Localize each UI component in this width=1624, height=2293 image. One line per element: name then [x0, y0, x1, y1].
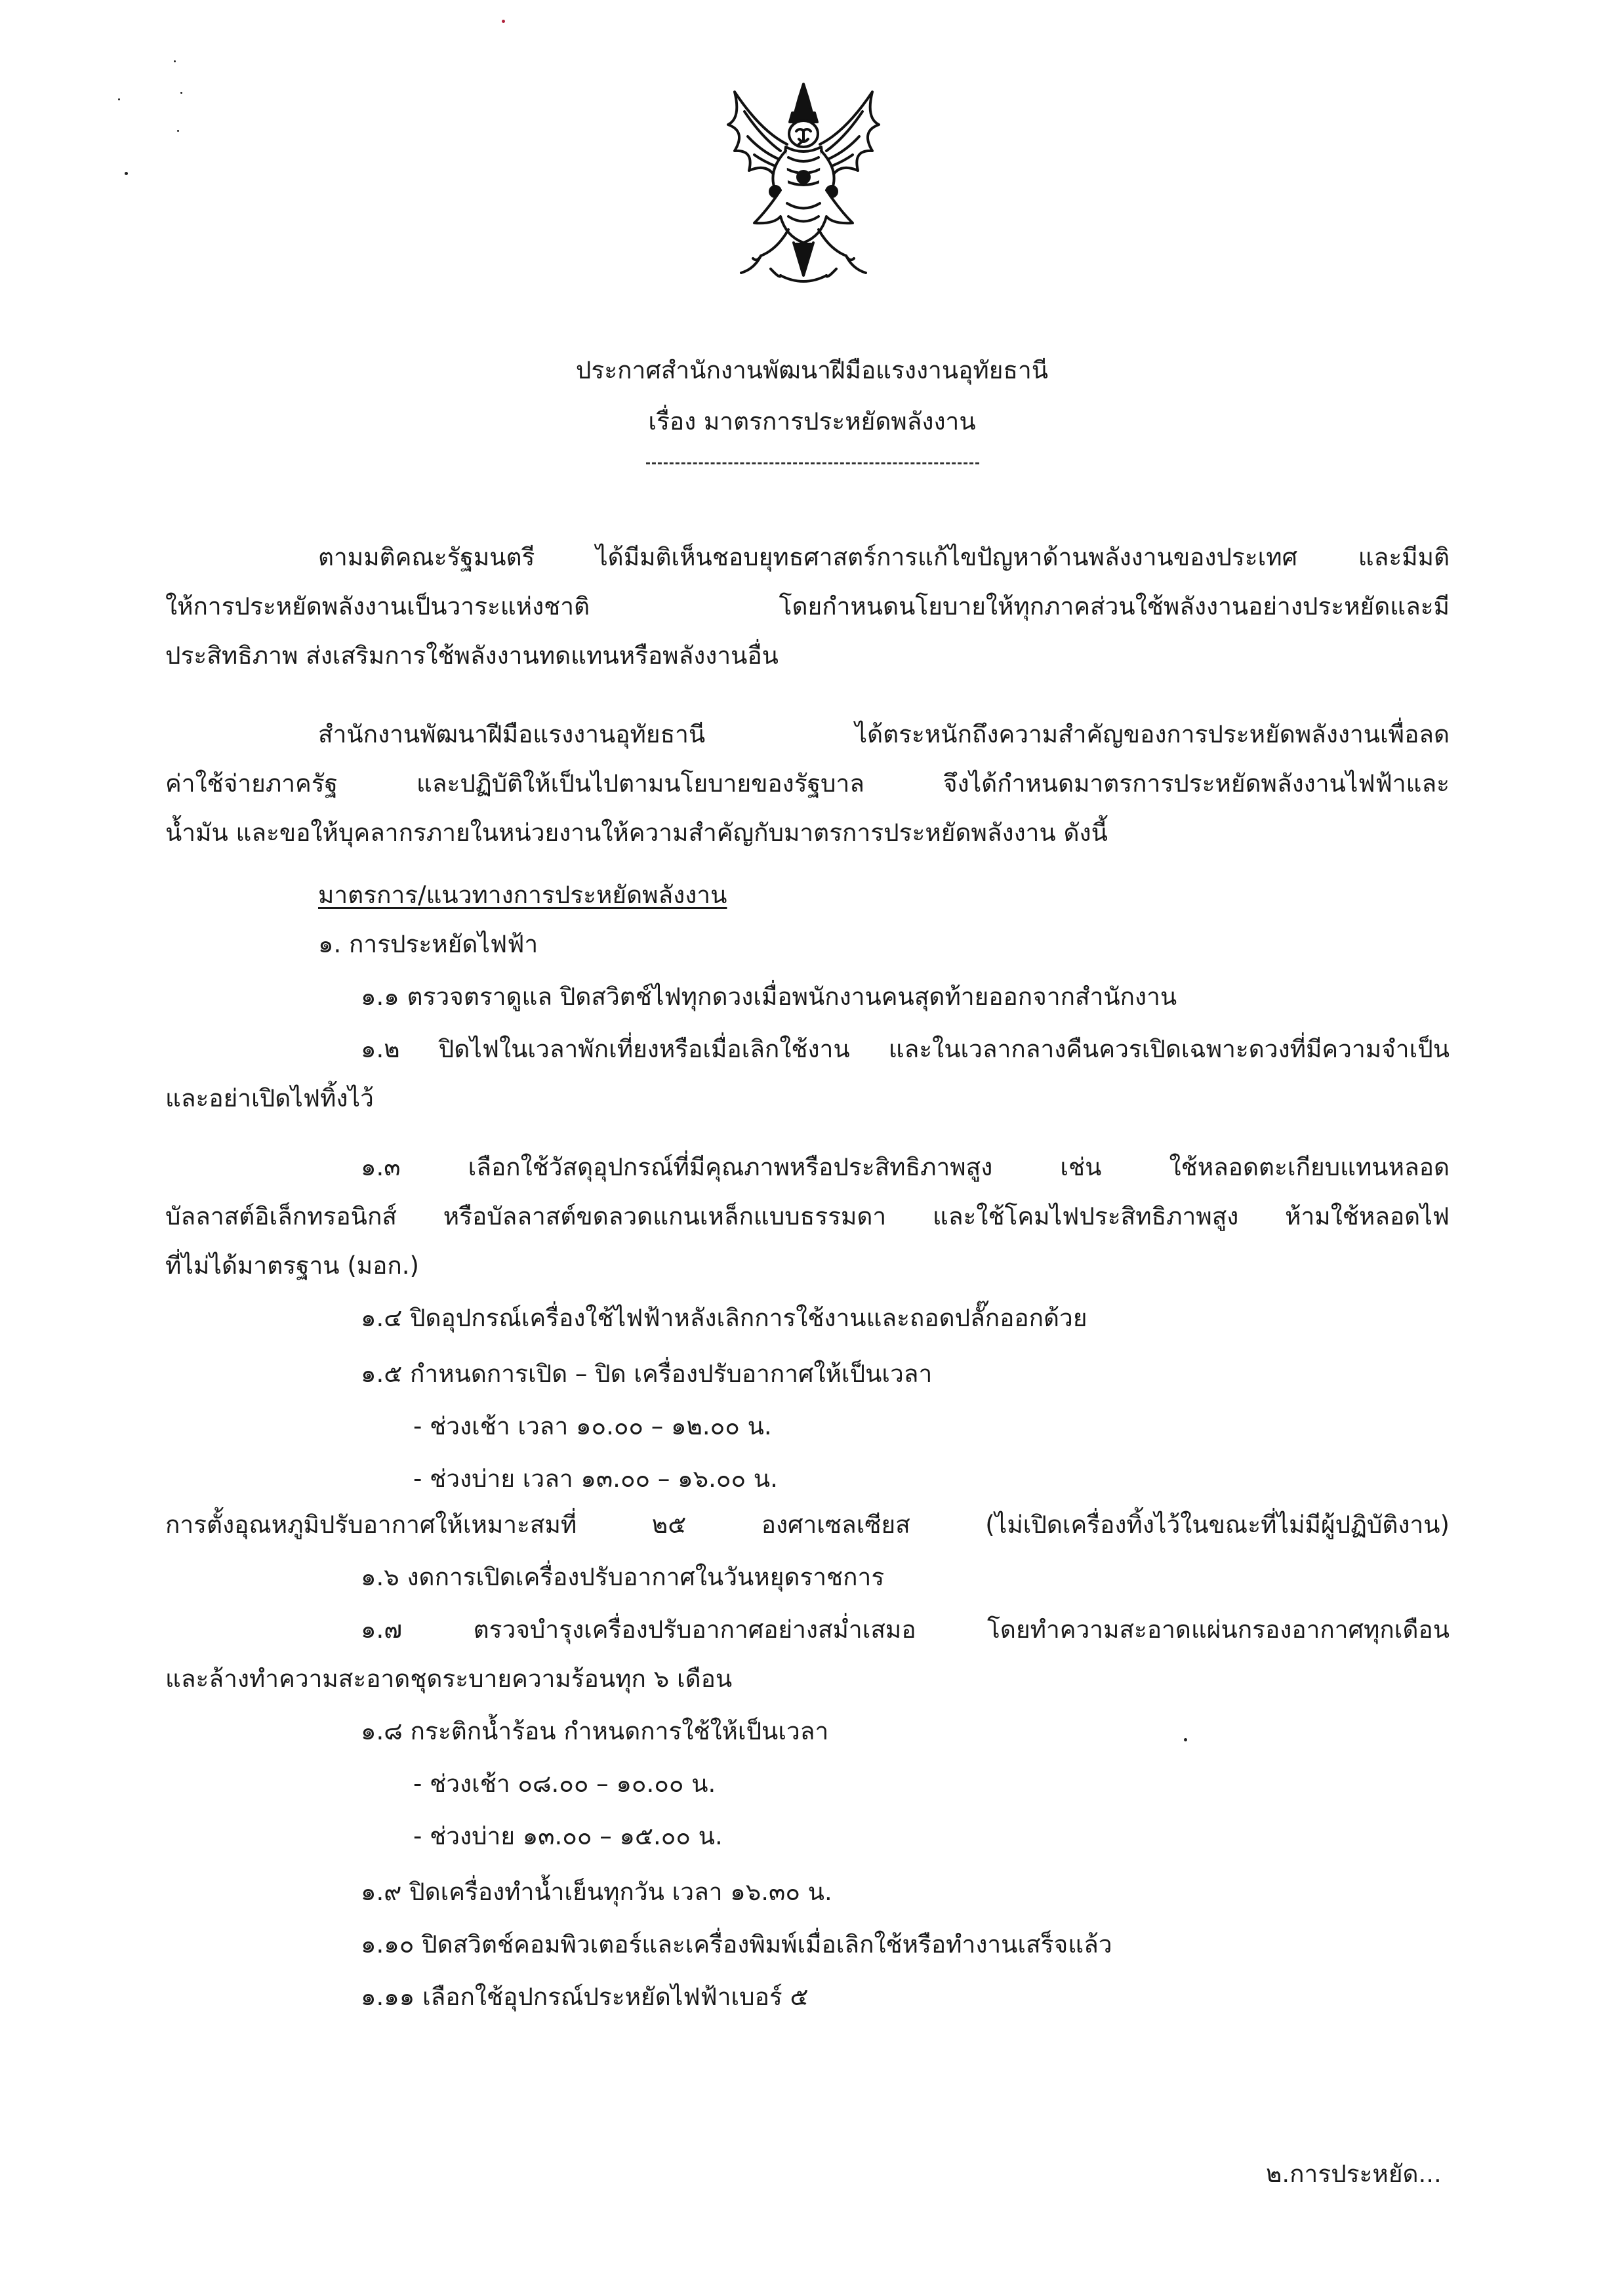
- item-1-5-morning: - ช่วงเช้า เวลา ๑๐.๐๐ – ๑๒.๐๐ น.: [413, 1412, 772, 1440]
- item-1-5-afternoon: - ช่วงบ่าย เวลา ๑๓.๐๐ – ๑๖.๐๐ น.: [413, 1465, 778, 1493]
- item-1-5-temperature: การตั้งอุณหภูมิปรับอากาศให้เหมาะสมที่ ๒๕ องศาเซลเซียส (ไม่เปิดเครื่องทิ้งไว้ในขณะที่ไม่มีผู้ปฏิบัติงาน): [165, 1511, 1450, 1539]
- item-1-8-morning: - ช่วงเช้า ๐๘.๐๐ – ๑๐.๐๐ น.: [413, 1770, 716, 1798]
- scan-speck: [118, 98, 120, 100]
- item-1-11: ๑.๑๑ เลือกใช้อุปกรณ์ประหยัดไฟฟ้าเบอร์ ๕: [361, 1983, 809, 2011]
- item-1-9: ๑.๙ ปิดเครื่องทำน้ำเย็นทุกวัน เวลา ๑๖.๓๐ น.: [361, 1878, 832, 1906]
- item-1-10: ๑.๑๐ ปิดสวิตช์คอมพิวเตอร์และเครื่องพิมพ์เมื่อเลิกใช้หรือทำงานเสร็จแล้ว: [361, 1930, 1112, 1958]
- section-1-heading: ๑. การประหยัดไฟฟ้า: [318, 930, 538, 958]
- item-1-7-line-1: ๑.๗ ตรวจบำรุงเครื่องปรับอากาศอย่างสม่ำเสมอ โดยทำความสะอาดแผ่นกรองอากาศทุกเดือน: [361, 1615, 1450, 1644]
- paragraph-1-line-1: ตามมติคณะรัฐมนตรี ได้มีมติเห็นชอบยุทธศาสตร์การแก้ไขปัญหาด้านพลังงานของประเทศ และมีมติ: [318, 543, 1450, 571]
- header-separator: [646, 462, 979, 464]
- paragraph-2-line-3: น้ำมัน และขอให้บุคลากรภายในหน่วยงานให้ความสำคัญกับมาตรการประหยัดพลังงาน ดังนี้: [165, 819, 1108, 847]
- item-1-1: ๑.๑ ตรวจตราดูแล ปิดสวิตช์ไฟทุกดวงเมื่อพนักงานคนสุดท้ายออกจากสำนักงาน: [361, 983, 1177, 1011]
- item-1-3-line-3: ที่ไม่ได้มาตรฐาน (มอก.): [165, 1251, 419, 1280]
- item-1-6: ๑.๖ งดการเปิดเครื่องปรับอากาศในวันหยุดราชการ: [361, 1563, 885, 1591]
- item-1-5: ๑.๕ กำหนดการเปิด – ปิด เครื่องปรับอากาศให้เป็นเวลา: [361, 1360, 933, 1388]
- announcement-subject: เรื่อง มาตรการประหยัดพลังงาน: [648, 407, 976, 436]
- scan-speck: [1184, 1738, 1187, 1741]
- paragraph-2-line-1: สำนักงานพัฒนาฝีมือแรงงานอุทัยธานี ได้ตระหนักถึงความสำคัญของการประหยัดพลังงานเพื่อลด: [318, 720, 1450, 748]
- item-1-4: ๑.๔ ปิดอุปกรณ์เครื่องใช้ไฟฟ้าหลังเลิกการใช้งานและถอดปลั๊กออกด้วย: [361, 1304, 1087, 1332]
- paragraph-2-line-2: ค่าใช้จ่ายภาครัฐ และปฏิบัติให้เป็นไปตามนโยบายของรัฐบาล จึงได้กำหนดมาตรการประหยัดพลังงานไฟฟ้าและ: [165, 769, 1450, 798]
- paragraph-1-line-3: ประสิทธิภาพ ส่งเสริมการใช้พลังงานทดแทนหรือพลังงานอื่น: [165, 641, 779, 670]
- item-1-3-line-1: ๑.๓ เลือกใช้วัสดุอุปกรณ์ที่มีคุณภาพหรือประสิทธิภาพสูง เช่น ใช้หลอดตะเกียบแทนหลอด: [361, 1153, 1450, 1181]
- garuda-emblem-icon: [715, 79, 892, 295]
- item-1-7-line-2: และล้างทำความสะอาดชุดระบายความร้อนทุก ๖ เดือน: [165, 1665, 733, 1693]
- scan-speck: [125, 172, 128, 175]
- scan-speck: [180, 92, 182, 94]
- paragraph-1-line-2: ให้การประหยัดพลังงานเป็นวาระแห่งชาติ โดยกำหนดนโยบายให้ทุกภาคส่วนใช้พลังงานอย่างประหยัดและมี: [165, 592, 1450, 620]
- scan-speck: [177, 130, 179, 132]
- item-1-8: ๑.๘ กระติกน้ำร้อน กำหนดการใช้ให้เป็นเวลา: [361, 1717, 829, 1745]
- scan-speck: [502, 20, 505, 23]
- item-1-2-line-2: และอย่าเปิดไฟทิ้งไว้: [165, 1084, 374, 1112]
- item-1-3-line-2: บัลลาสต์อิเล็กทรอนิกส์ หรือบัลลาสต์ขดลวดแกนเหล็กแบบธรรมดา และใช้โคมไฟประสิทธิภาพสูง ห้ามใช้หลอดไฟ: [165, 1202, 1450, 1230]
- measures-heading: มาตรการ/แนวทางการประหยัดพลังงาน: [318, 881, 727, 909]
- item-1-8-afternoon: - ช่วงบ่าย ๑๓.๐๐ – ๑๕.๐๐ น.: [413, 1822, 723, 1850]
- page-continuation: ๒.การประหยัด...: [1266, 2160, 1442, 2188]
- scan-speck: [174, 60, 176, 62]
- item-1-2-line-1: ๑.๒ ปิดไฟในเวลาพักเที่ยงหรือเมื่อเลิกใช้งาน และในเวลากลางคืนควรเปิดเฉพาะดวงที่มีความจำเป็น: [361, 1035, 1450, 1063]
- announcement-title: ประกาศสำนักงานพัฒนาฝีมือแรงงานอุทัยธานี: [575, 356, 1049, 384]
